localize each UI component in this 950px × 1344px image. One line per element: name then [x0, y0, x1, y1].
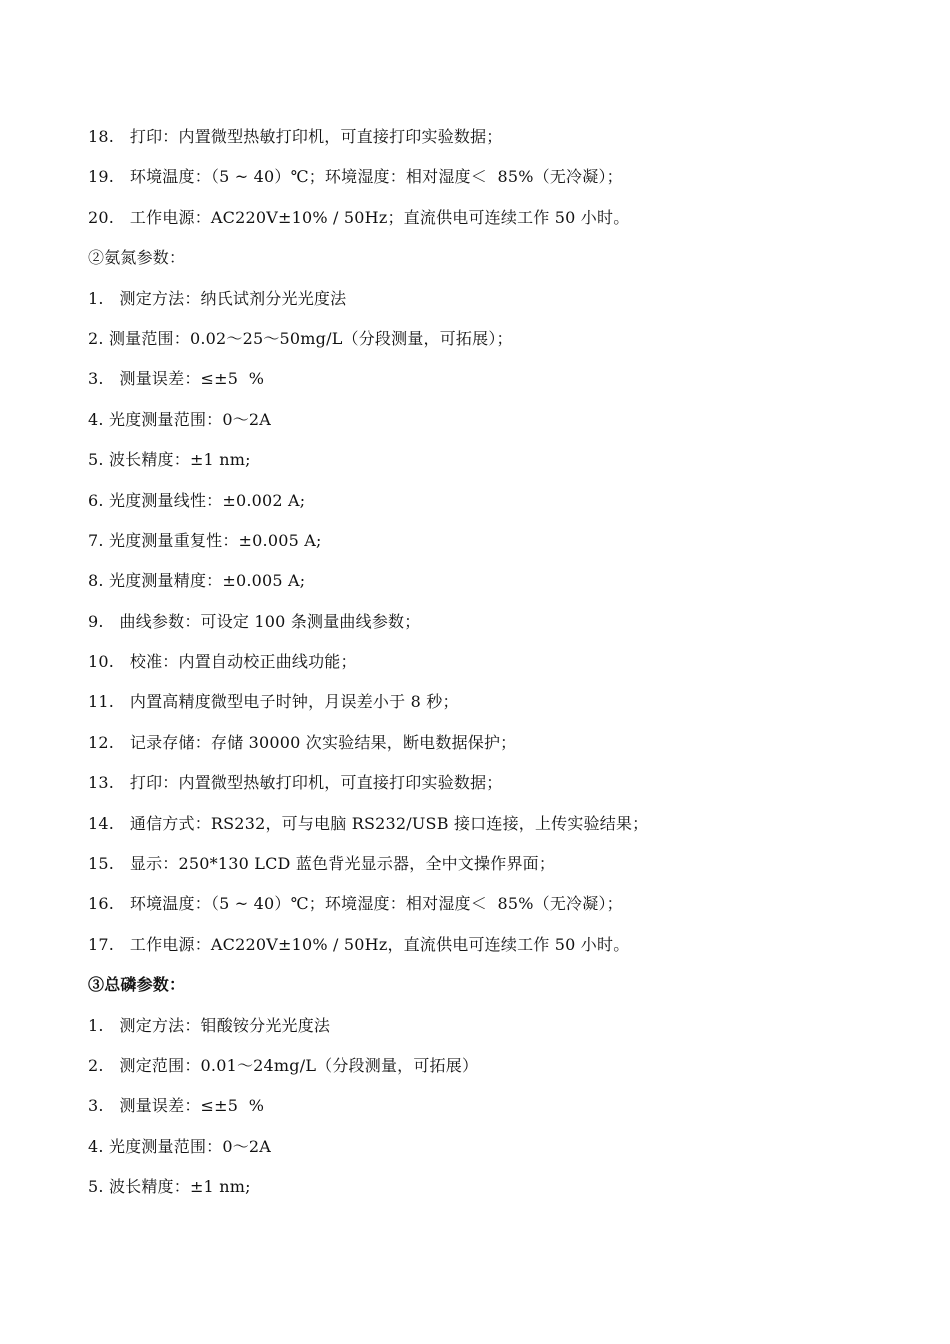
spec-line: 8. 光度测量精度：±0.005 A; — [88, 571, 306, 591]
spec-line: 13. 打印：内置微型热敏打印机，可直接打印实验数据； — [88, 773, 503, 793]
spec-line: 4. 光度测量范围：0～2A — [88, 409, 272, 429]
spec-line: 20. 工作电源：AC220V±10% / 50Hz；直流供电可连续工作 50 小时。 — [88, 207, 630, 227]
spec-line: 18. 打印：内置微型热敏打印机，可直接打印实验数据； — [88, 127, 503, 146]
spec-line: 2. 测量范围：0.02～25～50mg/L（分段测量，可拓展）； — [88, 328, 513, 348]
spec-line: 7. 光度测量重复性：±0.005 A; — [88, 530, 322, 550]
spec-line: 3. 测量误差：≤±5 % — [88, 1096, 265, 1116]
spec-line: 5. 波长精度：±1 nm; — [88, 1177, 251, 1197]
spec-line: 6. 光度测量线性：±0.002 A; — [88, 490, 306, 510]
spec-line: 16. 环境温度：（5 ~ 40）℃；环境湿度：相对湿度＜ 85%（无冷凝）； — [88, 894, 623, 914]
spec-line: 5. 波长精度：±1 nm; — [88, 450, 251, 470]
spec-line: 14. 通信方式：RS232，可与电脑 RS232/USB 接口连接，上传实验结果； — [88, 813, 649, 833]
spec-line: 4. 光度测量范围：0～2A — [88, 1136, 272, 1156]
spec-line: 1. 测定方法：钼酸铵分光光度法 — [88, 1015, 331, 1035]
document-body — [88, 117, 888, 1208]
spec-line: 17. 工作电源：AC220V±10% / 50Hz，直流供电可连续工作 50 小时。 — [88, 934, 630, 954]
spec-line: 9. 曲线参数：可设定 100 条测量曲线参数； — [88, 611, 421, 631]
spec-line: 15. 显示：250*130 LCD 蓝色背光显示器，全中文操作界面； — [88, 854, 556, 874]
spec-line: 19. 环境温度：（5 ~ 40）℃；环境湿度：相对湿度＜ 85%（无冷凝）； — [88, 167, 623, 187]
spec-line: 1. 测定方法：纳氏试剂分光光度法 — [88, 288, 347, 308]
spec-line: 2. 测定范围：0.01～24mg/L（分段测量，可拓展） — [88, 1055, 479, 1075]
spec-line: 3. 测量误差：≤±5 % — [88, 369, 265, 389]
section-heading-ammonia: ②氨氮参数： — [88, 248, 186, 268]
section-heading-total-phosphorus: ③总磷参数： — [88, 975, 186, 995]
spec-line: 12. 记录存储：存储 30000 次实验结果，断电数据保护； — [88, 732, 517, 752]
spec-line: 11. 内置高精度微型电子时钟，月误差小于 8 秒； — [88, 692, 459, 712]
spec-line: 10. 校准：内置自动校正曲线功能； — [88, 652, 357, 672]
